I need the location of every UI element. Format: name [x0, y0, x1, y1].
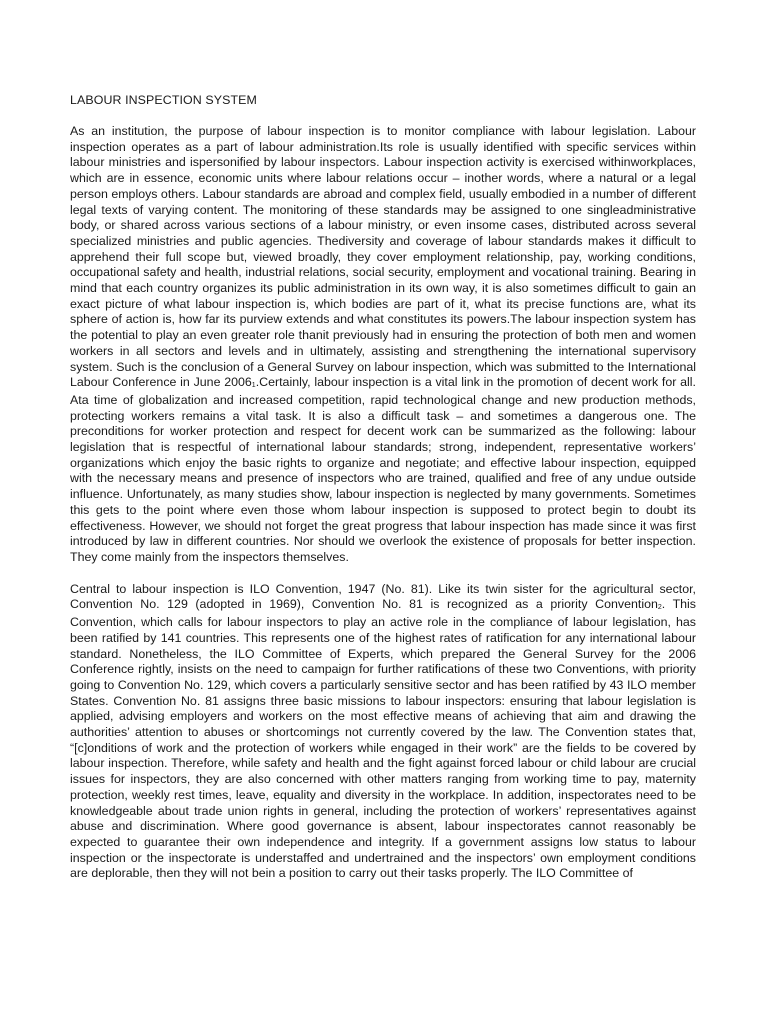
footnote-marker-2: 2	[657, 604, 662, 612]
paragraph-1	[70, 124, 696, 566]
paragraph-2-text: Central to labour inspection is ILO Convention, 1947 (No. 81). Like its twin sister for the agricultural sector, Convention No. 129 (adopted in 1969), Convention No. 81 is recognized as a priority Convention	[70, 581, 696, 612]
paragraph-1-text: As an institution, the purpose of labour inspection is to monitor compliance with labour legislation. Labour inspection operates as a part of labour administration.Its role is usually identified with specific services within labour ministries and ispersonified by labour inspectors. Labour inspection activity is exercised withinworkplaces, which are in essence, economic units where labour relations occur – inother words, where a natural or a legal person employs others. Labour standards are abroad and complex field, usually embodied in a number of different legal texts of varying content. The monitoring of these standards may be assigned to one singleadministrative body, or shared across various sections of a labour ministry, or even insome cases, distributed across several specialized ministries and public agencies. Thediversity and coverage of labour standards makes it difficult to apprehend their full scope but, viewed broadly, they cover employment relationship, pay, working conditions, occupational safety and health, industrial relations, social security, employment and vocational training. Bearing in mind that each country organizes its public administration in its own way, it is also sometimes difficult to gain an exact picture of what labour inspection is, which bodies are part of it, what its precise functions are, what its sphere of action is, how far its purview extends and what constitutes its powers.The labour inspection system has the potential to play an even greater role thanit previously had in ensuring the protection of both men and women workers in all sectors and levels and in ultimately, assisting and strengthening the international supervisory system. Such is the conclusion of a General Survey on labour inspection, which was submitted to the International Labour Conference in June 2006	[70, 124, 696, 390]
paragraph-2	[70, 582, 696, 882]
paragraph-1-continued: .Certainly, labour inspection is a vital link in the promotion of decent work for all. Ata time of globalization and increased competition, rapid technological change and new production methods, protecting workers remains a vital task. It is also a difficult task – and sometimes a dangerous one. The preconditions for worker protection and respect for decent work can be summarized as the following: labour legislation that is respectful of international labour standards; strong, independent, representative workers’ organizations which enjoy the basic rights to organize and negotiate; and effective labour inspection, equipped with the necessary means and presence of inspectors who are trained, qualified and free of any undue outside influence. Unfortunately, as many studies show, labour inspection is neglected by many governments. Sometimes this gets to the point where even those whom labour inspection is supposed to protect begin to doubt its effectiveness. However, we should not forget the great progress that labour inspection has made since it was first introduced by law in different countries. Nor should we overlook the existence of proposals for better inspection. They come mainly from the inspectors themselves.	[70, 375, 696, 564]
paragraph-2-continued: . This Convention, which calls for labour inspectors to play an active role in the compliance of labour legislation, has been ratified by 141 countries. This represents one of the highest rates of ratification for any international labour standard. Nonetheless, the ILO Committee of Experts, which prepared the General Survey for the 2006 Conference rightly, insists on the need to campaign for further ratifications of these two Conventions, with priority going to Convention No. 129, which covers a particularly sensitive sector and has been ratified by 43 ILO member States. Convention No. 81 assigns three basic missions to labour inspectors: ensuring that labour legislation is applied, advising employers and workers on the most effective means of achieving that aim and drawing the authorities’ attention to abuses or shortcomings not currently covered by the law. The Convention states that, “[c]onditions of work and the protection of workers while engaged in their work” are the fields to be covered by labour inspection. Therefore, while safety and health and the fight against forced labour or child labour are crucial issues for inspectors, they are also concerned with other matters ranging from working time to pay, maternity protection, weekly rest times, leave, equality and diversity in the workplace. In addition, inspectorates need to be knowledgeable about trade union rights in general, including the protection of workers’ representatives against abuse and discrimination. Where good governance is absent, labour inspectorates cannot reasonably be expected to guarantee their own independence and integrity. If a government assigns low status to labour inspection or the inspectorate is understaffed and undertrained and the inspectors’ own employment conditions are deplorable, then they will not bein a position to carry out their tasks properly. The ILO Committee of	[70, 597, 696, 881]
document-title: LABOUR INSPECTION SYSTEM	[70, 93, 257, 107]
footnote-marker-1: 1	[251, 382, 256, 390]
